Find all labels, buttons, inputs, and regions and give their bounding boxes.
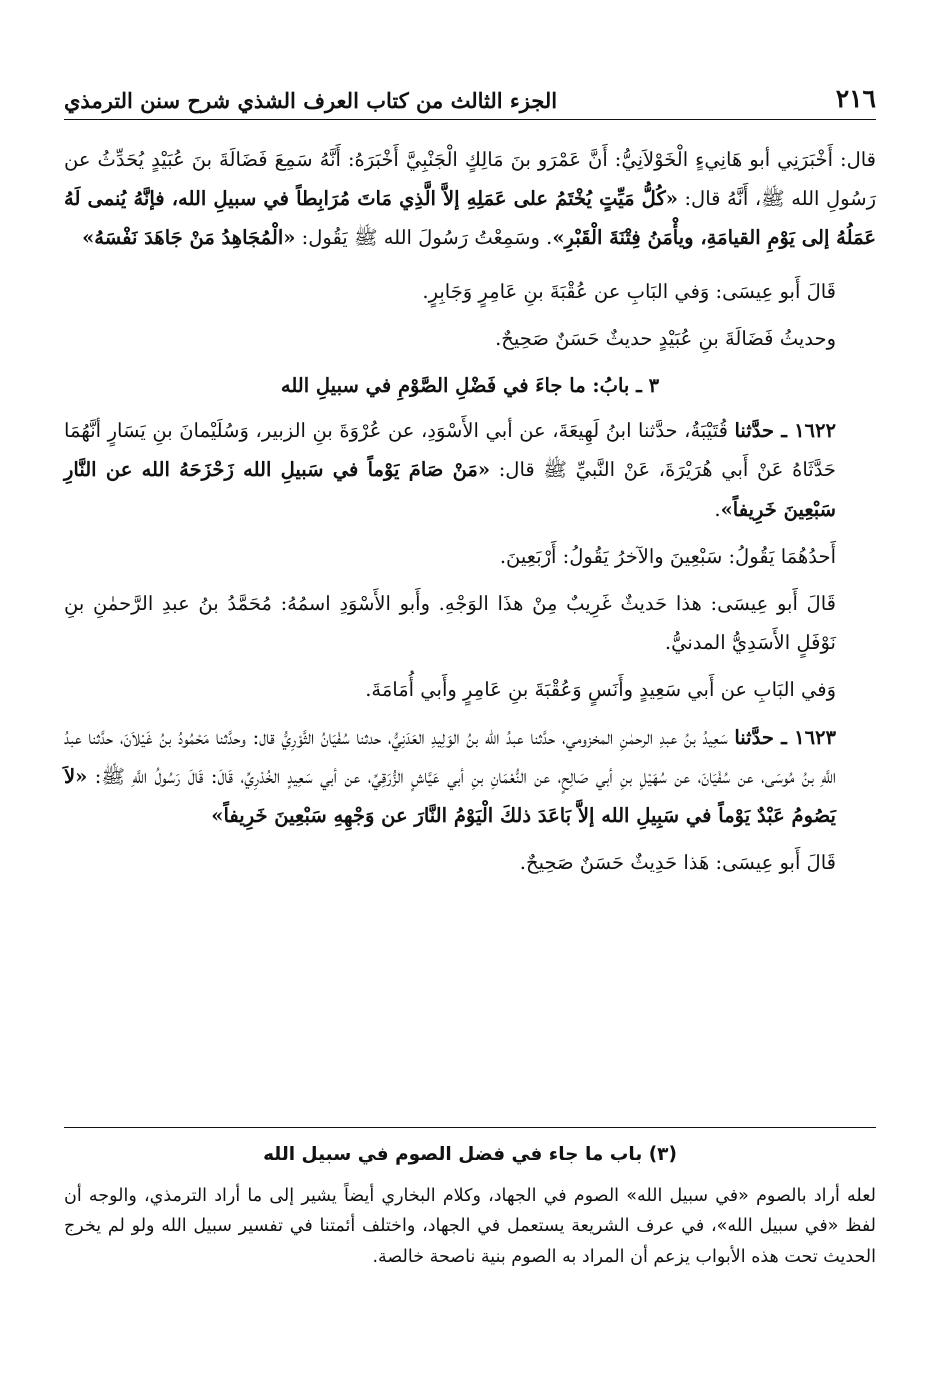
- abu-isa-comment: قَالَ أَبو عِيسَى: وَفي البَابِ عن عُقْبَةَ بنِ عَامِرٍ وَجَابِرٍ.: [422, 279, 836, 303]
- chapter-references: وَفي البَابِ عن أَبي سَعِيدٍ وأَنَسٍ وَعُقْبَةَ بنِ عَامِرٍ وأَبي أُمَامَةَ.: [365, 678, 836, 702]
- isnad-text: قُتَيْبَةُ، حدَّثنا ابنُ لَهِيعَةَ، عن أبي الأَسْوَدِ، عن عُرْوَةَ بنِ الزبير، وَسُلَيْمانَ بنِ يَسَارٍ أنَّهُمَا حَدَّثَاهُ عَنْ أَبي هُرَيْرَةَ، عَنْ النَّبيِّ ﷺ قال:: [64, 419, 836, 482]
- chapter-heading: ٣ ـ بابُ: ما جاءَ في فَضْلِ الصَّوْمِ في سبيلِ الله: [280, 374, 660, 398]
- abu-isa-comment: قَالَ أَبو عِيسَى: هذا حَديثٌ غَرِيبٌ مِنْ هذَا الوَجْهِ. وأَبو الأَسْوَدِ اسمُهُ: مُحَمَّدُ بنُ عبدِ الرَّحمٰنِ بنِ نَوْفَلٍ الأَسَدِيُّ المدنيُّ.: [64, 592, 836, 655]
- footnote-divider: [64, 1127, 876, 1128]
- prophetic-saying: «كُلُّ مَيِّتٍ يُخْتَمُ على عَمَلِهِ إلاَّ الَّذِي مَاتَ مُرَابِطاً في سبيلِ الله، فإنَّهُ يُنمى لَهُ عَمَلُهُ إلى يَوْمِ القيامَةِ، ويأْمَنُ فِتْنَةَ الْقَبْرِ»: [64, 187, 876, 250]
- narration-text: . وسَمِعْتُ رَسُولَ الله ﷺ يَقُول:: [295, 226, 553, 250]
- hadith-number: ١٦٢٢ ـ حدَّثنا: [734, 419, 836, 443]
- commentary-title: (٣) باب ما جاء في فضل الصوم في سبيل الله: [263, 1144, 677, 1165]
- punctuation: .: [714, 497, 721, 521]
- hadith-continuation: [64, 140, 876, 258]
- commentary-text: لعله أراد بالصوم «في سبيل الله» الصوم في الجهاد، وكلام البخاري أيضاً يشير إلى ما أراد الترمذي، والوجه أن لفظ «في سبيل الله»، في عرف الشريعة يستعمل في الجهاد، واختلف أئمتنا في تفسير سبيل الله ولو لم يخرج الحديث تحت هذه الأبواب يزعم أن المراد به الصوم بنية ناصحة خالصة.: [64, 1185, 876, 1267]
- page-header: [64, 84, 876, 120]
- page-number: ٢١٦: [835, 84, 876, 113]
- narrator-variant-note: أَحدُهُمَا يَقُولُ: سَبْعِينَ والآخرُ يَقُولُ: أَرْبَعِينَ.: [499, 544, 836, 568]
- hadith-1623: [64, 718, 876, 836]
- running-title: الجزء الثالث من كتاب العرف الشذي شرح سنن الترمذي: [64, 88, 558, 113]
- prophetic-saying: «مَنْ صَامَ يَوْماً في سَبيلِ الله زَحْزَحَهُ الله عن النَّارِ سَبْعِينَ خَرِيفاً»: [64, 458, 836, 521]
- commentary-section: [64, 1140, 876, 1272]
- isnad-text: سَعِيدُ بنُ عبدِ الرحمٰنِ المخزومي، حدَّثنا عبدُ الله بنُ الوَلِيدِ العَدَنِيُّ، حدثنا سُفْيَانُ الثَّوْرِيُّ قال: وحدَّثنا مَحْمُودُ بنُ غَيْلاَنَ، حدَّثنا عبدُ اللَّهِ بنُ مُوسَى، عن سُفْيَانَ، عن سُهَيْلِ بنِ أبي صَالِحٍ، عن النُّعْمَانِ بنِ أبي عَيَّاشٍ الزُّرَقِيِّ، عن أبي سَعِيدٍ الخُدْرِيِّ، قَالَ: قَالَ رَسُولُ اللَّهِ ﷺ:: [64, 725, 836, 788]
- main-text: [64, 140, 876, 882]
- hadith-number: ١٦٢٣ ـ حدَّثنا: [734, 725, 836, 749]
- grading-note: وحديثُ فَضَالَةَ بنِ عُبَيْدٍ حديثٌ حَسَنٌ صَحِيحٌ.: [495, 326, 836, 350]
- prophetic-saying: «الْمُجَاهِدُ مَنْ جَاهَدَ نَفْسَهُ»: [82, 226, 296, 250]
- grading-note: قَالَ أَبو عِيسَى: هَذا حَدِيثٌ حَسَنٌ صَحِيحٌ.: [519, 851, 836, 875]
- hadith-1622: [64, 411, 876, 529]
- narration-text: قال: أَخْبَرَنِي أبو هَانِيءٍ الْخَوْلاَنِيُّ: أَنَّ عَمْرَو بنَ مَالِكٍ الْجَنْبِيَّ أَخْبَرَهُ: أَنَّهُ سَمِعَ فَضَالَةَ بنَ عُبَيْدٍ يُحَدِّثُ عن رَسُولِ الله ﷺ، أَنَّهُ قال:: [64, 148, 876, 211]
- prophetic-saying: «لاَ يَصُومُ عَبْدٌ يَوْماً في سَبِيلِ الله إلاَّ بَاعَدَ ذلكَ الْيَوْمُ النَّارَ عن وَجْهِهِ سَبْعِينَ خَرِيفاً»: [64, 764, 836, 828]
